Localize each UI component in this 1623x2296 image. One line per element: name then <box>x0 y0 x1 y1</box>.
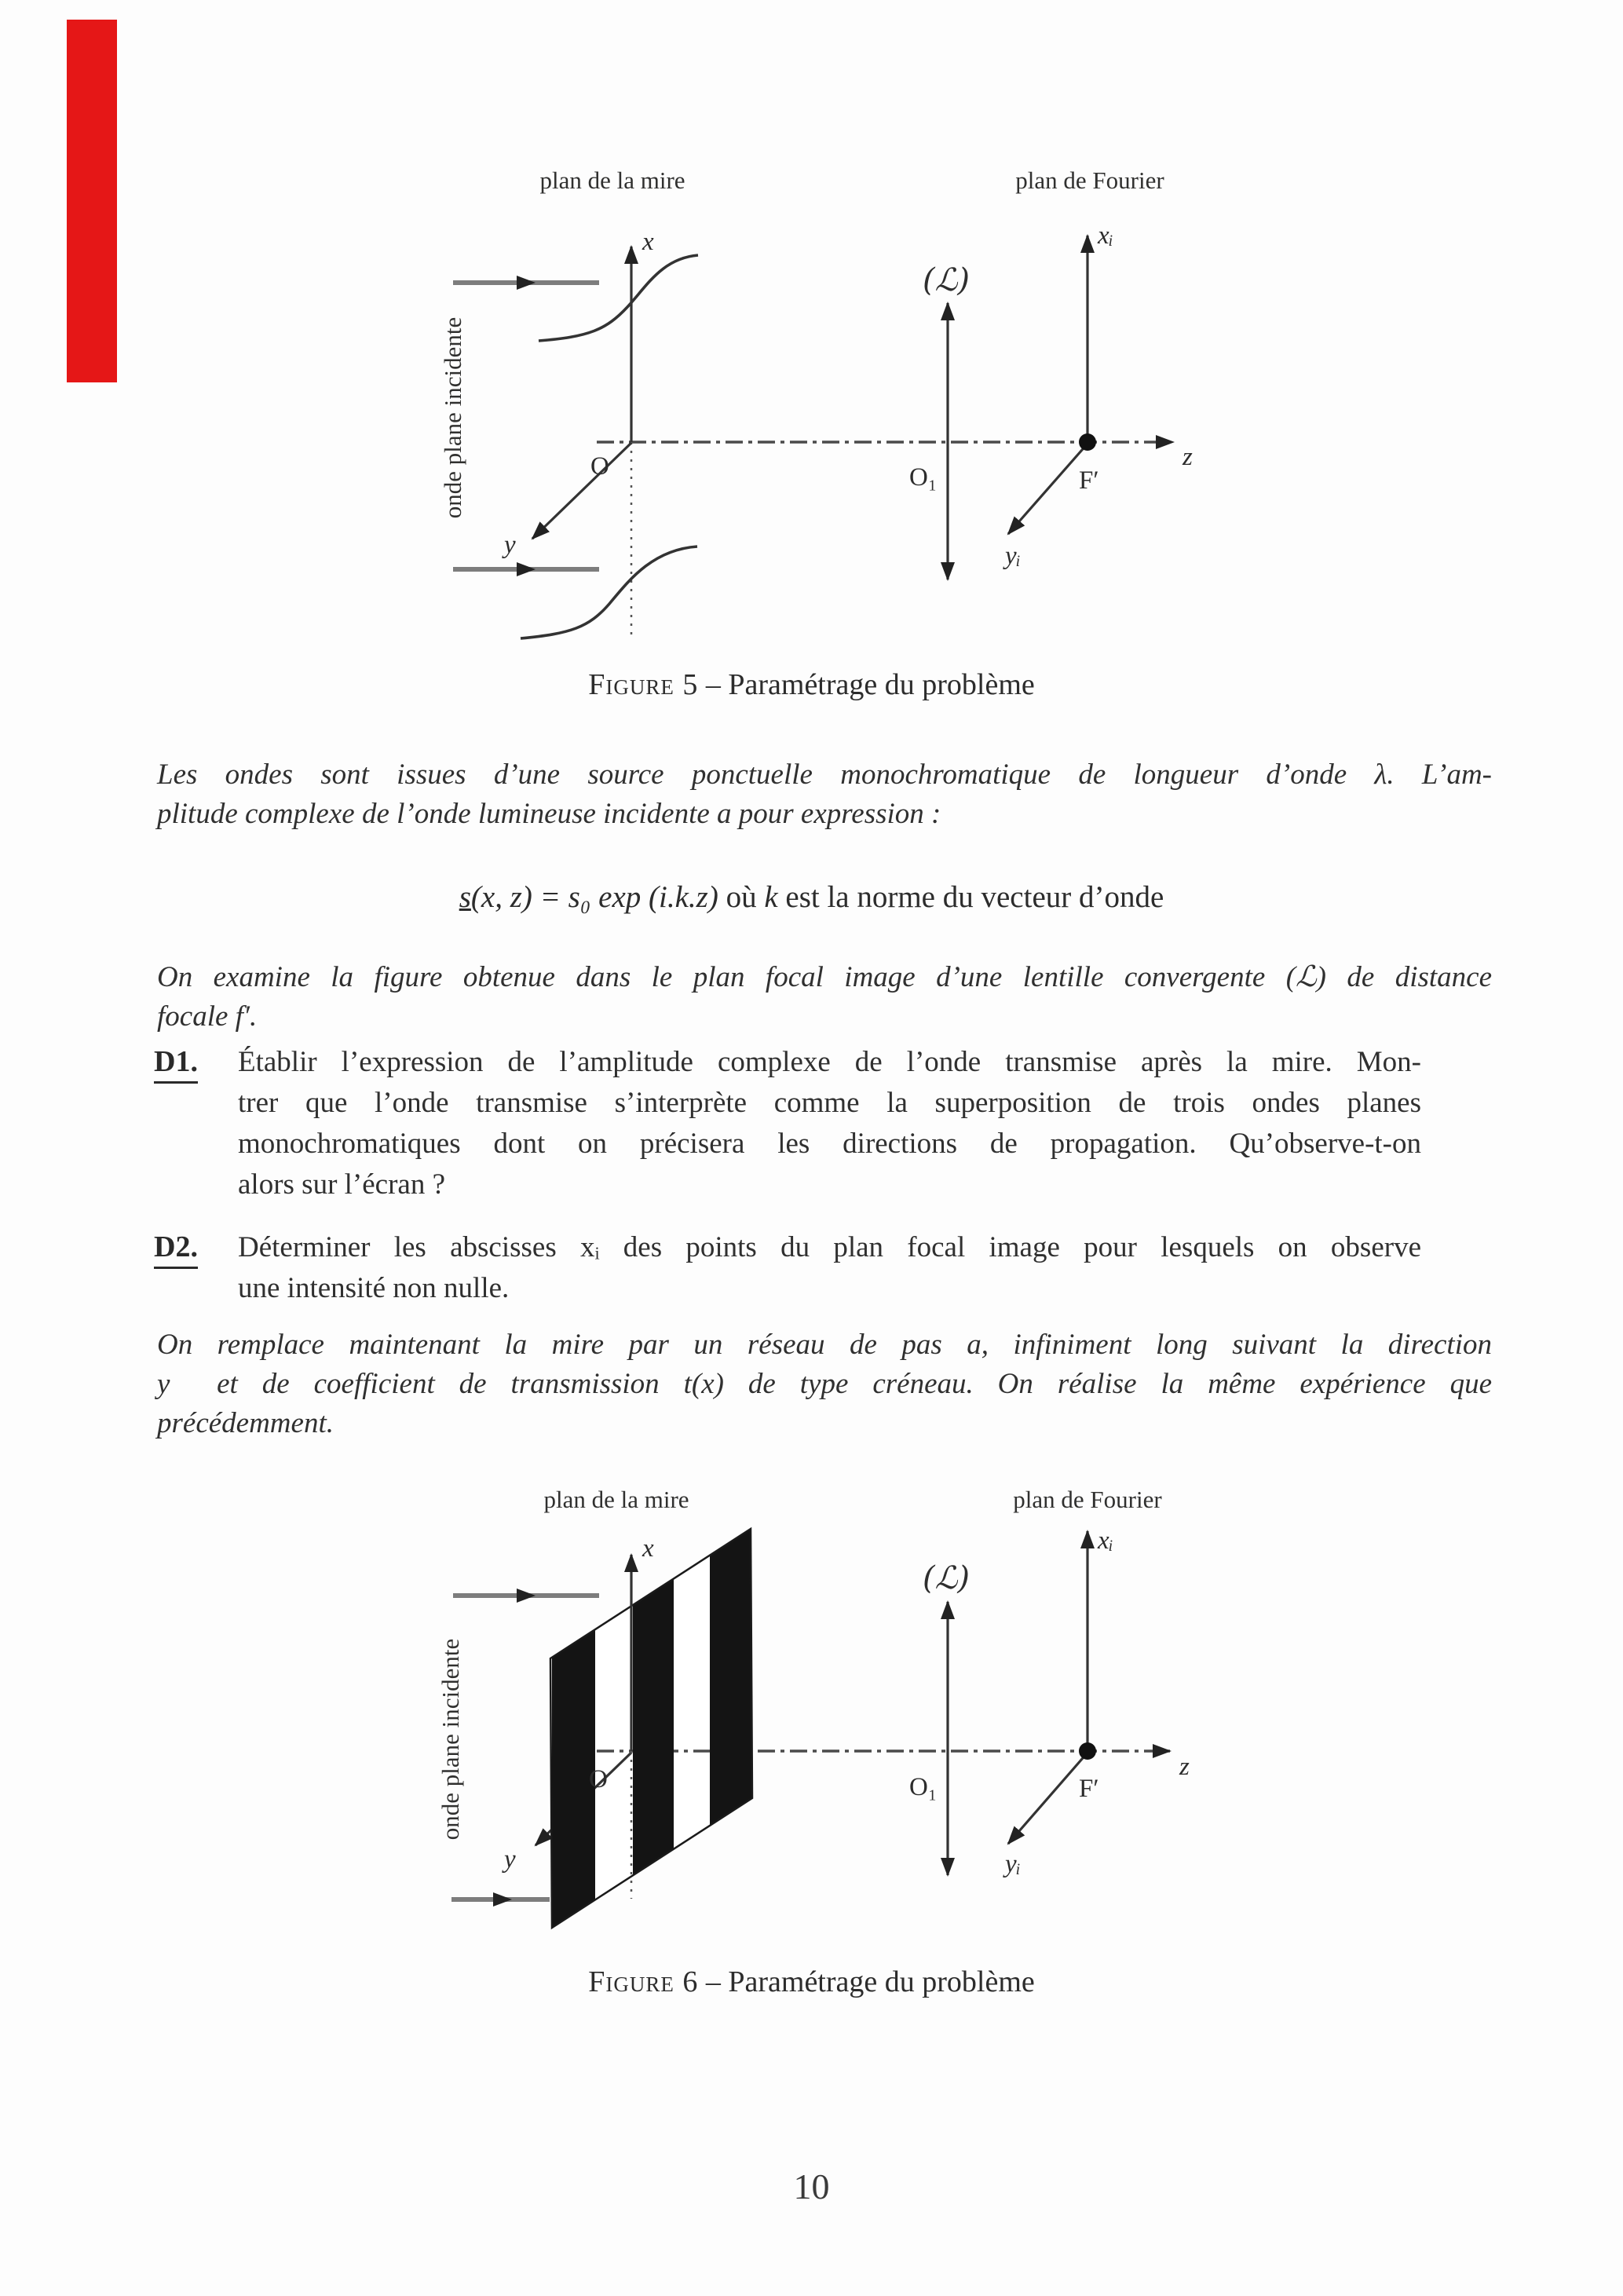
fig6-o1-label: O₁ <box>909 1773 938 1801</box>
equation-s: s <box>459 880 471 914</box>
fig6-yi-axis <box>1008 1753 1087 1844</box>
question-d2-label: D2. <box>154 1230 198 1269</box>
fig6-z-label: z <box>1179 1753 1190 1781</box>
paragraph-line: précédemment. <box>157 1407 334 1439</box>
fig6-grating-stripes <box>552 1523 752 1932</box>
fig5-x-label: x <box>642 228 654 256</box>
equation-k: k <box>764 880 778 914</box>
fig5-sigmoid-bottom <box>521 547 697 638</box>
figure6-caption-prefix: Figure 6 <box>588 1965 699 1998</box>
question-line: monochromatiques dont on précisera les directions de propagation. Qu’observe-t-on <box>238 1128 1421 1160</box>
fig5-z-label: z <box>1183 443 1193 471</box>
fig6-onde-plane-label: onde plane incidente <box>437 1638 464 1841</box>
equation-math: (x, z) = s₀ exp (i.k.z) <box>470 880 718 914</box>
paragraph-line: y⃗ et de coefficient de transmission t(x) de type créneau. On réalise la même expérience que <box>157 1368 1492 1400</box>
fig5-origin-label: O <box>590 452 609 481</box>
question-line: Établir l’expression de l’amplitude complexe de l’onde transmise après la mire. Mon- <box>238 1046 1421 1078</box>
fig6-fprime-label: F′ <box>1079 1775 1099 1803</box>
fig5-y-label: y <box>504 531 516 559</box>
fig6-x-label: x <box>642 1534 654 1563</box>
fig5-fprime-label: F′ <box>1079 466 1099 495</box>
fig5-yi-label: yᵢ <box>1005 542 1021 570</box>
figure5-diagram <box>453 236 1173 638</box>
figure5-caption <box>0 667 1623 702</box>
fig5-plan-mire-label: plan de la mire <box>539 166 685 194</box>
figure5-caption-prefix: Figure 5 <box>588 668 699 701</box>
figure6-diagram <box>451 1523 1170 1932</box>
fig5-onde-plane-label: onde plane incidente <box>439 316 466 519</box>
question-line: une intensité non nulle. <box>238 1272 510 1304</box>
fig5-plan-fourier-label: plan de Fourier <box>1015 166 1164 194</box>
equation-ou: où <box>718 880 765 914</box>
paragraph-examine <box>157 958 1492 1036</box>
paragraph-line: On examine la figure obtenue dans le plan focal image d’une lentille convergente (ℒ) de distance <box>157 961 1492 993</box>
question-d1-label: D1. <box>154 1044 198 1084</box>
question-line: alors sur l’écran ? <box>238 1168 446 1201</box>
question-line: Déterminer les abscisses xᵢ des points du plan focal image pour lesquels on observe <box>238 1231 1421 1263</box>
page-number: 10 <box>793 2166 830 2206</box>
fig5-focal-point <box>1079 433 1096 451</box>
fig6-xi-label: xᵢ <box>1098 1526 1113 1555</box>
figure5-caption-title: Paramétrage du problème <box>728 668 1035 701</box>
paragraph-line: plitude complexe de l’onde lumineuse incidente a pour expression : <box>157 798 941 830</box>
question-d2-text <box>238 1227 1421 1309</box>
fig6-focal-point <box>1079 1742 1096 1760</box>
paragraph-reseau <box>157 1325 1492 1443</box>
fig5-sigmoid-top <box>539 255 698 341</box>
fig6-origin-label: O <box>589 1765 608 1793</box>
paragraph-line: Les ondes sont issues d’une source ponctuelle monochromatique de longueur d’onde λ. L’am- <box>157 759 1492 791</box>
question-line: trer que l’onde transmise s’interprète comme la superposition de trois ondes planes <box>238 1087 1421 1119</box>
fig6-plan-mire-label: plan de la mire <box>543 1486 689 1513</box>
amplitude-equation <box>0 879 1623 915</box>
equation-rest: est la norme du vecteur d’onde <box>777 880 1164 914</box>
paragraph-line: On remplace maintenant la mire par un réseau de pas a, infiniment long suivant la direction <box>157 1329 1492 1361</box>
paragraph-line: focale f′. <box>157 1000 258 1033</box>
fig5-o1-label: O₁ <box>909 463 938 492</box>
fig6-plan-fourier-label: plan de Fourier <box>1013 1486 1162 1513</box>
figure6-caption-title: Paramétrage du problème <box>728 1965 1035 1998</box>
fig5-y-axis <box>532 443 631 539</box>
fig6-lens-label: (ℒ) <box>922 1560 971 1596</box>
fig5-lens-label: (ℒ) <box>922 262 971 298</box>
paragraph-source <box>157 755 1492 834</box>
fig5-yi-axis <box>1008 444 1087 534</box>
fig6-yi-label: yᵢ <box>1005 1850 1021 1878</box>
fig5-xi-label: xᵢ <box>1098 221 1113 250</box>
fig6-y-label: y <box>504 1845 516 1874</box>
figure6-caption-sep: – <box>705 1965 721 1998</box>
figure5-caption-sep: – <box>705 668 721 701</box>
figure6-caption <box>0 1965 1623 1999</box>
question-d1-text <box>238 1042 1421 1205</box>
